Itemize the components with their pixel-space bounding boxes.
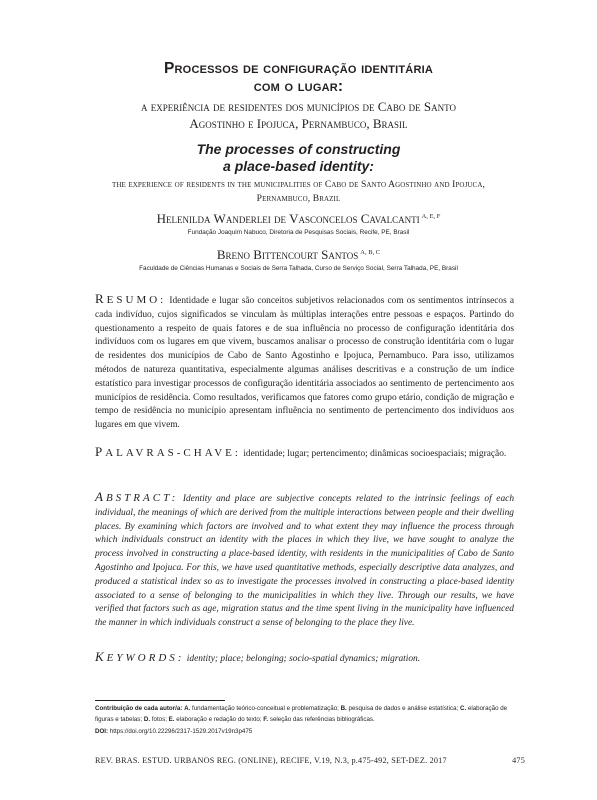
contrib-key-a: A.: [184, 705, 191, 712]
subtitle-pt-line1: a experiência de residentes dos municípios de Cabo de Santo: [141, 99, 456, 114]
resumo-label-rest: ESUMO:: [106, 294, 167, 306]
running-footer: [95, 756, 525, 765]
contrib-key-f: F.: [263, 715, 269, 723]
contrib-value-d: fotos;: [151, 715, 167, 723]
doi-link[interactable]: https://doi.org/10.22296/2317-1529.2017v19n3p475: [109, 728, 253, 735]
author-2-sup: A, B, C: [360, 248, 381, 256]
contrib-value-a: fundamentação teórico-conceitual e problematização;: [191, 705, 339, 712]
author-1-sup: A, E, F: [421, 212, 441, 220]
subtitle-english: [60, 178, 537, 206]
author-contributions: [95, 704, 525, 725]
doi-label: DOI:: [95, 728, 109, 735]
contrib-value-e: elaboração e redação do texto;: [176, 715, 262, 723]
keywords-label-rest: EYWORDS:: [106, 652, 185, 664]
subtitle-en-line1: the experience of residents in the municipalities of Cabo de Santo Agostinho and Ipojuca,: [112, 179, 485, 190]
palavras-chave-text: identidade; lugar; pertencimento; dinâmicas socioespaciais; migração.: [243, 449, 507, 459]
contrib-key-d: D.: [143, 715, 151, 723]
author-name: [40, 247, 557, 263]
palavras-label-rest: ALAVRAS-CHAVE:: [105, 447, 241, 459]
title-pt-line1: Processos de configuração identitária: [164, 60, 433, 77]
subtitle-portuguese: [60, 98, 537, 132]
palavras-chave-section: [95, 445, 514, 462]
title-en-line1: The processes of constructing: [196, 141, 401, 157]
contrib-key-b: B.: [340, 705, 347, 712]
title-pt-line2: com o lugar:: [253, 78, 344, 95]
contrib-value-f: seleção das referências bibliográficas.: [269, 715, 375, 723]
resumo-section: [95, 292, 514, 433]
abstract-label-rest: BSTRACT:: [105, 492, 179, 504]
contrib-label: Contribuição de cada autor/a:: [95, 705, 183, 712]
author-name: [40, 211, 557, 227]
title-english: [60, 141, 537, 175]
palavras-label-first: P: [95, 444, 106, 459]
author-2-affiliation: Faculdade de Ciências Humanas e Sociais de Serra Talhada, Curso de Serviço Social, Serra Talhada, PE, Brasil: [139, 265, 458, 272]
title-portuguese: [60, 60, 537, 96]
contrib-value-c: elaboração de figuras e tabelas;: [95, 705, 508, 723]
doi-line: [95, 727, 525, 738]
keywords-label-first: K: [95, 649, 107, 664]
journal-citation: REV. BRAS. ESTUD. URBANOS REG. (ONLINE), RECIFE, V.19, N.3, p.475-492, SET-DEZ. 2017: [95, 756, 447, 765]
abstract-section: [95, 490, 514, 631]
subtitle-pt-line2: Agostinho e Ipojuca, Pernambuco, Brasil: [189, 116, 408, 131]
keywords-text: identity; place; belonging; socio-spatial dynamics; migration.: [186, 654, 421, 664]
contrib-key-e: E.: [168, 715, 175, 723]
subtitle-en-line2: Pernambuco, Brazil: [256, 193, 341, 204]
keywords-section: [95, 650, 514, 667]
author-1-affiliation: Fundação Joaquim Nabuco, Diretoria de Pesquisas Sociais, Recife, PE, Brasil: [187, 229, 410, 236]
author-1-name: Helenilda Wanderlei de Vasconcelos Cavalcanti: [156, 211, 420, 226]
abstract-text: Identity and place are subjective concepts related to the intrinsic feelings of each individual, the meanings of which are derived from the multiple interactions between people and their dwelling places. By examining which factors are involved and to what extent they may influence the process through which individuals construct an identity with the places in which they live, we have sought to analyze the process involved in constructing a place-based identity, with residents in the municipalities of Cabo de Santo Agostinho and Ipojuca. For this, we have used quantitative methods, especially descriptive data analyzes, and produced a statistical index so as to investigate the processes involved in constructing a place-based identity associated to a sense of belonging to the municipalities in which they live. Through our results, we have verified that factors such as age, migration status and the time spent living in the municipality have influenced the manner in which individuals construct a sense of belonging to the place they live.: [95, 494, 515, 629]
contrib-value-b: pesquisa de dados e análise estatística;: [348, 705, 459, 712]
resumo-label-first: R: [95, 291, 107, 306]
contrib-key-c: C.: [459, 705, 467, 712]
abstract-label-first: A: [95, 489, 106, 504]
title-en-line2: a place-based identity:: [223, 158, 374, 174]
footnote-divider: [95, 700, 225, 701]
resumo-text: Identidade e lugar são conceitos subjetivos relacionados com os sentimentos intrínsecos a cada indivíduo, cujos significados se vinculam às múltiplas interações entre pessoas e espaços. Partindo do questionamento a respeito de quais fatores e de sua influência no processo de configuração identitária dos indivíduos com os lugares em que vivem, buscamos analisar o processo de construção identitária com o lugar de residentes dos municípios de Cabo de Santo Agostinho e Ipojuca, Pernambuco. Para isso, utilizamos métodos de natureza quantitativa, especialmente algumas análises descritivas e a construção de um índice estatístico para investigar processos de configuração identitária associados ao sentimento de pertencimento aos municípios de residência. Como resultados, verificamos que fatores como grupo etário, condição de migração e tempo de residência no município apresentam influência no sentimento de pertencimento dos indivíduos aos lugares em que vivem.: [95, 296, 515, 431]
author-2-name: Breno Bittencourt Santos: [216, 247, 359, 262]
page-number: 475: [512, 756, 525, 765]
